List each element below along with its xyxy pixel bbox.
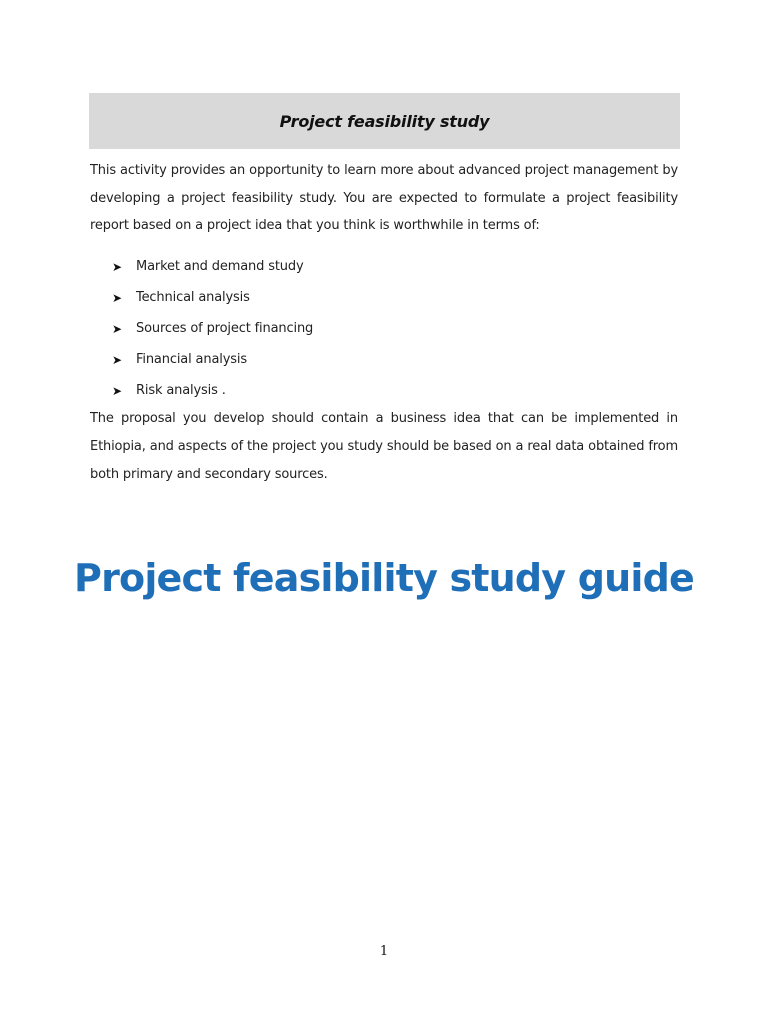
list-item (112, 313, 313, 344)
chevron-right-icon: ➤ (112, 383, 122, 398)
topic-list (112, 251, 313, 406)
list-item (112, 344, 313, 375)
list-item (112, 375, 313, 406)
list-item-label: Market and demand study (136, 259, 304, 274)
page-number: 1 (379, 944, 389, 959)
chevron-right-icon: ➤ (112, 321, 122, 336)
section-title: Project feasibility study (279, 111, 490, 131)
list-item-label: Sources of project financing (136, 321, 314, 336)
list-item-label: Financial analysis (136, 352, 247, 367)
closing-paragraph: The proposal you develop should contain a business idea that can be implemented in Ethiopia, and aspects of the project you study should be based on a real data obtained from both primary and secondary sources. (90, 411, 678, 482)
list-item-label: Risk analysis . (136, 383, 226, 398)
guide-heading: Project feasibility study guide (74, 556, 694, 600)
chevron-right-icon: ➤ (112, 259, 122, 274)
list-item-label: Technical analysis (136, 290, 250, 305)
list-item (112, 282, 313, 313)
intro-paragraph: This activity provides an opportunity to learn more about advanced project management by developing a project feasibility study. You are expected to formulate a project feasibility report based on a project idea that you think is worthwhile in terms of: (90, 163, 678, 233)
chevron-right-icon: ➤ (112, 352, 122, 367)
list-item (112, 251, 313, 282)
chevron-right-icon: ➤ (112, 290, 122, 305)
section-title-band (89, 93, 680, 149)
